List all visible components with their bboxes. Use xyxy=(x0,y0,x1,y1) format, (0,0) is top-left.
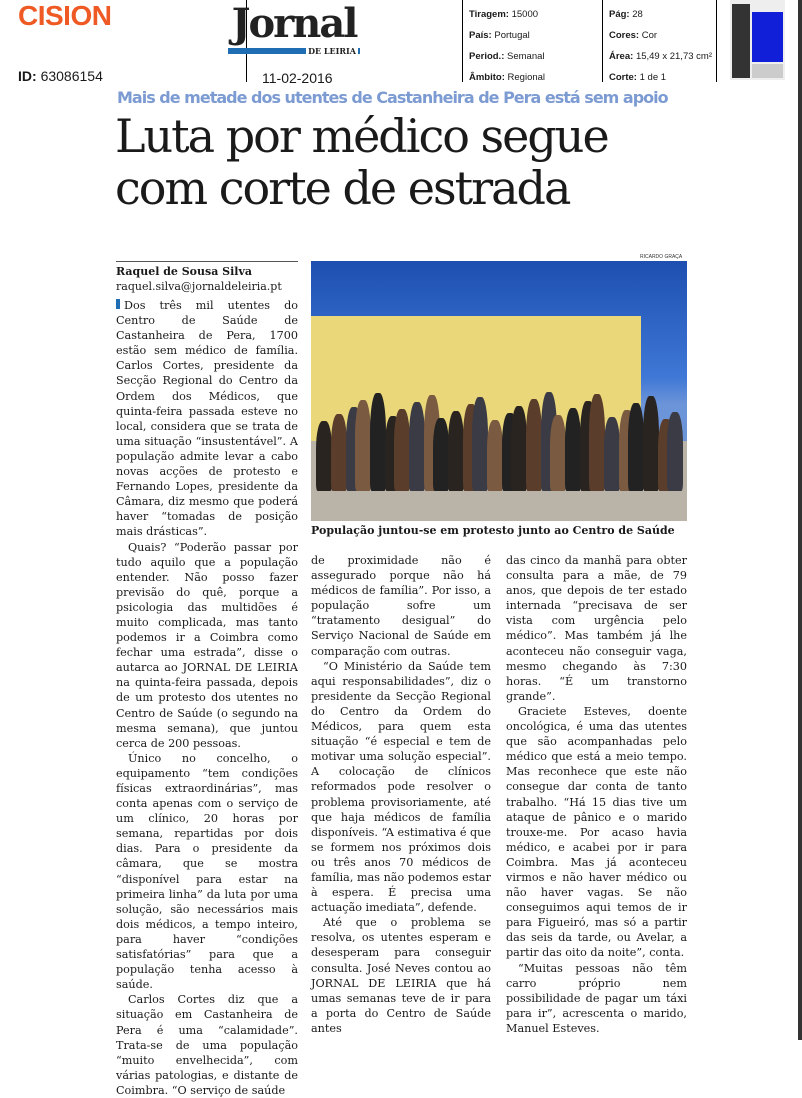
photo-figure xyxy=(355,400,371,491)
author-name: Raquel de Sousa Silva xyxy=(116,265,252,278)
meta-value: 28 xyxy=(632,9,643,20)
article-column-3 xyxy=(506,553,687,1036)
headline-line: Luta por médico segue xyxy=(115,109,608,163)
paragraph: Até que o problema se resolva, os utentes esperam e desesperam para conseguir consulta. José Neves contou ao JORNAL DE LEIRIA que há umas semanas teve de ir para a porta do Centro de Saúde antes xyxy=(311,916,491,1035)
paragraph: “Muitas pessoas não têm carro próprio nem possibilidade de pagar um táxi para ir”, acrescenta o marido, Manuel Esteves. xyxy=(506,961,687,1035)
paragraph: das cinco da manhã para obter consulta para a mãe, de 79 anos, que depois de ter estado internada “precisava de ser vista com urgência pelo médico”. Mas também já lhe aconteceu não conseguir vaga, mesmo chegando às 7:30 horas. “É um transtorno grande”. xyxy=(506,554,687,703)
publication-logo xyxy=(228,0,360,56)
meta-value: Semanal xyxy=(507,51,545,62)
photo-figure xyxy=(526,399,542,491)
meta-label: Tiragem: xyxy=(469,9,509,20)
photo-figure xyxy=(472,397,488,491)
photo-figure xyxy=(667,412,683,491)
photo-figure xyxy=(628,403,644,491)
photo-figure xyxy=(370,393,386,491)
meta-label: País: xyxy=(469,30,492,41)
paragraph: Dos três mil utentes do Centro de Saúde de Castanheira de Pera, 1700 estão sem médico de família. Carlos Cortes, presidente da Secção Regional do Centro da Ordem dos Médicos, que quinta-feira passada esteve no local, considera que se trata de uma situação “insustentável”. A população admite levar a cabo novas acções de protesto e Fernando Lopes, presidente da Câmara, diz mesmo que poderá haver “tomadas de posição mais drásticas”. xyxy=(116,299,298,539)
photo-figure xyxy=(487,420,503,491)
byline-rule xyxy=(116,261,298,262)
meta-label: Área: xyxy=(609,51,634,62)
article-column-2 xyxy=(311,553,491,1036)
photo-figure xyxy=(433,418,449,491)
logo-sub: DE LEIRIA xyxy=(308,46,356,56)
meta-label: Cores: xyxy=(609,30,640,41)
photo-figure xyxy=(550,415,566,491)
page-thumbnail[interactable] xyxy=(730,0,785,80)
divider xyxy=(716,0,717,82)
photo-figure xyxy=(448,411,464,491)
meta-label: Corte: xyxy=(609,72,637,83)
photo-caption: População juntou-se em protesto junto ao Centro de Saúde xyxy=(311,524,675,537)
paragraph-marker xyxy=(116,299,120,309)
id-value: 63086154 xyxy=(40,68,103,84)
meta-right xyxy=(609,4,712,88)
meta-left xyxy=(469,4,545,88)
paragraph: Graciete Esteves, doente oncológica, é uma das utentes que são acompanhadas pelo médico que está a meio tempo. Mas reconhece que este não consegue dar conta de tanto trabalho. “Há 15 dias tive um ataque de pânico e o marido trouxe-me. Por acaso havia médico, e acabei por ir para Coimbra. Mas já aconteceu virmos e não haver médico ou não haver vagas. Se não conseguimos aqui temos de ir para Figueiró, mas só a partir das seis da tarde, ou Avelar, a partir das oito da noite”, conta. xyxy=(506,704,687,960)
paragraph: de proximidade não é assegurado porque não há médicos de família”. Por isso, a população sofre um “tratamento desigual” do Serviço Nacional de Saúde em comparação com outras. xyxy=(311,554,491,658)
photo-figure xyxy=(643,396,659,491)
photo-figure xyxy=(394,409,410,491)
photo-credit: RICARDO GRAÇA xyxy=(640,254,683,260)
headline-line: com corte de estrada xyxy=(115,161,570,215)
meta-label: Period.: xyxy=(469,51,505,62)
article-column-1 xyxy=(116,298,298,1098)
meta-value: 15,49 x 21,73 cm² xyxy=(635,51,712,62)
photo-figure xyxy=(589,394,605,491)
meta-value: Cor xyxy=(641,30,658,41)
paragraph: Único no concelho, o equipamento “tem condições físicas extraordinárias”, mas conta apenas com o serviço de um clínico, 20 horas por semana, repartidas por dois dias. Para o presidente da câmara, que se mostra “disponível para estar na primeira linha” da luta por uma solução, são necessários mais dois médicos, a tempo inteiro, para haver “condições satisfatórias” para que a população tenha acesso à saúde. xyxy=(116,751,298,992)
meta-value: Portugal xyxy=(494,30,530,41)
cision-logo: CISION xyxy=(18,0,112,31)
photo-figure xyxy=(331,414,347,491)
photo-figure xyxy=(409,402,425,491)
meta-value: 15000 xyxy=(511,9,539,20)
paragraph: Carlos Cortes diz que a situação em Castanheira de Pera é uma “calamidade”. Trata-se de uma população “muito envelhecida”, com várias patologias, e distante de Coimbra. “O serviço de saúde xyxy=(116,993,298,1097)
article-headline xyxy=(115,110,608,214)
paragraph: Quais? “Poderão passar por tudo aquilo que a população entender. Não posso fazer previsão do quê, porque a psicologia das multidões é muito complicada, mas tanto podemos ir a Coimbra como fechar uma estrada”, disse o autarca ao JORNAL DE LEIRIA na quinta-feira passada, depois de um protesto dos utentes no Centro de Saúde (o segundo na mesma semana), que juntou cerca de 200 pessoas. xyxy=(116,540,298,750)
photo-figure xyxy=(565,408,581,491)
meta-label: Pág: xyxy=(609,9,630,20)
article-photo xyxy=(311,261,687,521)
clipping-id xyxy=(18,68,103,84)
paragraph: “O Ministério da Saúde tem aqui responsabilidades”, diz o presidente da Secção Regional do Centro da Ordem do Médicos, para quem esta situação “é especial e tem de motivar uma solução especial”. A colocação de clínicos reformados pode resolver o problema provisoriamente, até que haja médicos de família disponíveis. “A estimativa é que se formem nos próximos dois ou três anos 70 médicos de família, mas não podemos estar à espera. É precisa uma actuação imediata”, defende. xyxy=(311,659,491,915)
meta-label: Âmbito: xyxy=(469,72,505,83)
divider xyxy=(602,0,603,82)
photo-figure xyxy=(511,406,527,491)
id-label: ID: xyxy=(18,68,37,84)
article-kicker: Mais de metade dos utentes de Castanheira de Pera está sem apoio xyxy=(117,88,668,107)
author-email: raquel.silva@jornaldeleiria.pt xyxy=(116,280,282,293)
publication-date: 11-02-2016 xyxy=(262,70,333,86)
meta-value: Regional xyxy=(507,72,546,83)
photo-figure xyxy=(316,421,332,491)
divider xyxy=(462,0,463,82)
meta-value: 1 de 1 xyxy=(639,72,667,83)
photo-figure xyxy=(604,417,620,491)
logo-word: Jornal xyxy=(231,0,357,47)
